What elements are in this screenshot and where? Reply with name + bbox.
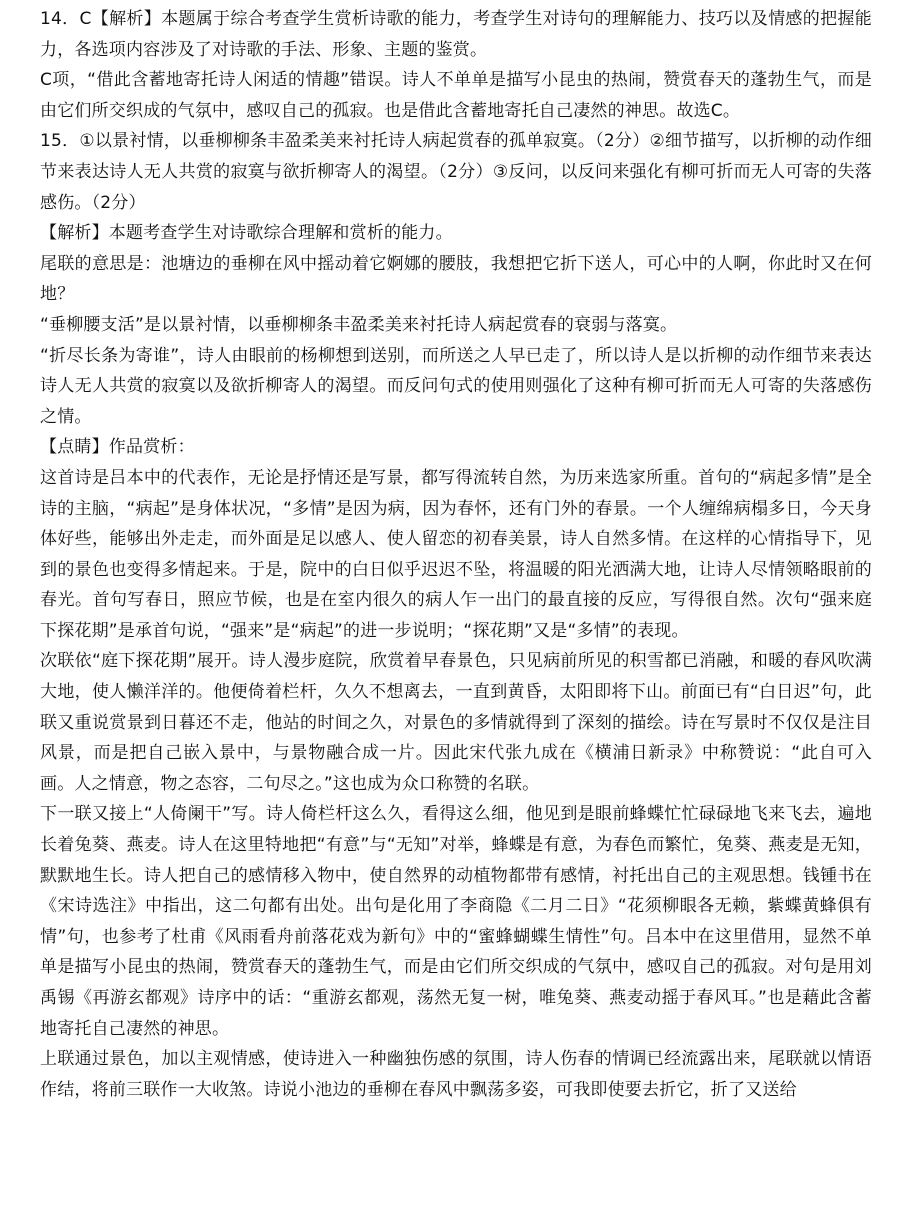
document-page (40, 4, 872, 1105)
appreciation-first-couplet: 这首诗是吕本中的代表作，无论是抒情还是写景，都写得流转自然，为历来选家所重。首句的“病起多情”是全诗的主脑，“病起”是身体状况，“多情”是因为病，因为春怀，还有门外的春景。一个人缠绵病榻多日，今天身体好些，能够出外走走，而外面是足以感人、使人留恋的初春美景，诗人自然多情。在这样的心情指导下，见到的景色也变得多情起来。于是，院中的白日似乎迟迟不坠，将温暖的阳光洒满大地，让诗人尽情领略眼前的春光。首句写春日，照应节候，也是在室内很久的病人乍一出门的最直接的反应，写得很自然。次句“强来庭下探花期”是承首句说，“强来”是“病起”的进一步说明；“探花期”又是“多情”的表现。 (40, 467, 872, 641)
option-c-explanation: C项，“借此含蓄地寄托诗人闲适的情趣”错误。诗人不单单是描写小昆虫的热闹，赞赏春天的蓬勃生气，而是由它们所交织成的气氛中，感叹自己的孤寂。也是借此含蓄地寄托自己凄然的神思。故选C。 (40, 70, 872, 121)
answer-15-points: 15．①以景衬情，以垂柳柳条丰盈柔美来衬托诗人病起赏春的孤单寂寞。（2分）②细节描写，以折柳的动作细节来表达诗人无人共赏的寂寞与欲折柳寄人的渴望。（2分）③反问，以反问来强化有柳可折而无人可寄的失落感伤。（2分） (40, 131, 872, 213)
answer-14-analysis: 14．C【解析】本题属于综合考查学生赏析诗歌的能力，考查学生对诗句的理解能力、技巧以及情感的把握能力，各选项内容涉及了对诗歌的手法、形象、主题的鉴赏。 (40, 9, 872, 60)
appreciation-heading: 【点睛】作品赏析： (40, 437, 195, 458)
appreciation-second-couplet: 次联依“庭下探花期”展开。诗人漫步庭院，欣赏着早春景色，只见病前所见的积雪都已消融，和暖的春风吹满大地，使人懒洋洋的。他便倚着栏杆，久久不想离去，一直到黄昏，太阳即将下山。前面已有“白日迟”句，此联又重说赏景到日暮还不走，他站的时间之久，对景色的多情就得到了深刻的描绘。诗在写景时不仅仅是注目风景，而是把自己嵌入景中，与景物融合成一片。因此宋代张九成在《横浦日新录》中称赞说：“此自可入画。人之情意，物之态容，二句尽之。”这也成为众口称赞的名联。 (40, 651, 872, 794)
quote-break-branches: “折尽长条为寄谁”，诗人由眼前的杨柳想到送别，而所送之人早已走了，所以诗人是以折柳的动作细节来表达诗人无人共赏的寂寞以及欲折柳寄人的渴望。而反问句式的使用则强化了这种有柳可折而无人可寄的失落感伤之情。 (40, 345, 872, 427)
answer-15-analysis-heading: 【解析】本题考查学生对诗歌综合理解和赏析的能力。 (40, 223, 453, 244)
appreciation-final-couplet: 上联通过景色，加以主观情感，使诗进入一种幽独伤感的氛围，诗人伤春的情调已经流露出来，尾联就以情语作结，将前三联作一大收煞。诗说小池边的垂柳在春风中飘荡多姿，可我即使要去折它，折了又送给 (40, 1049, 872, 1100)
tail-couplet-meaning: 尾联的意思是：池塘边的垂柳在风中摇动着它婀娜的腰肢，我想把它折下送人，可心中的人啊，你此时又在何地？ (40, 253, 872, 305)
appreciation-third-couplet: 下一联又接上“人倚阑干”写。诗人倚栏杆这么久，看得这么细，他见到是眼前蜂蝶忙忙碌碌地飞来飞去，遍地长着兔葵、燕麦。诗人在这里特地把“有意”与“无知”对举，蜂蝶是有意，为春色而繁忙，兔葵、燕麦是无知，默默地生长。诗人把自己的感情移入物中，使自然界的动植物都带有感情，衬托出自己的主观思想。钱锺书在《宋诗选注》中指出，这二句都有出处。出句是化用了李商隐《二月二日》“花须柳眼各无赖，紫蝶黄蜂俱有情”句，也参考了杜甫《风雨看舟前落花戏为新句》中的“蜜蜂蝴蝶生情性”句。吕本中在这里借用，显然不单单是描写小昆虫的热闹，赞赏春天的蓬勃生气，而是由它们所交织成的气氛中，感叹自己的孤寂。对句是用刘禹锡《再游玄都观》诗序中的话：“重游玄都观，荡然无复一树，唯兔葵、燕麦动摇于春风耳。”也是藉此含蓄地寄托自己凄然的神思。 (40, 804, 872, 1039)
quote-willow-waist: “垂柳腰支活”是以景衬情，以垂柳柳条丰盈柔美来衬托诗人病起赏春的衰弱与落寞。 (40, 314, 678, 335)
